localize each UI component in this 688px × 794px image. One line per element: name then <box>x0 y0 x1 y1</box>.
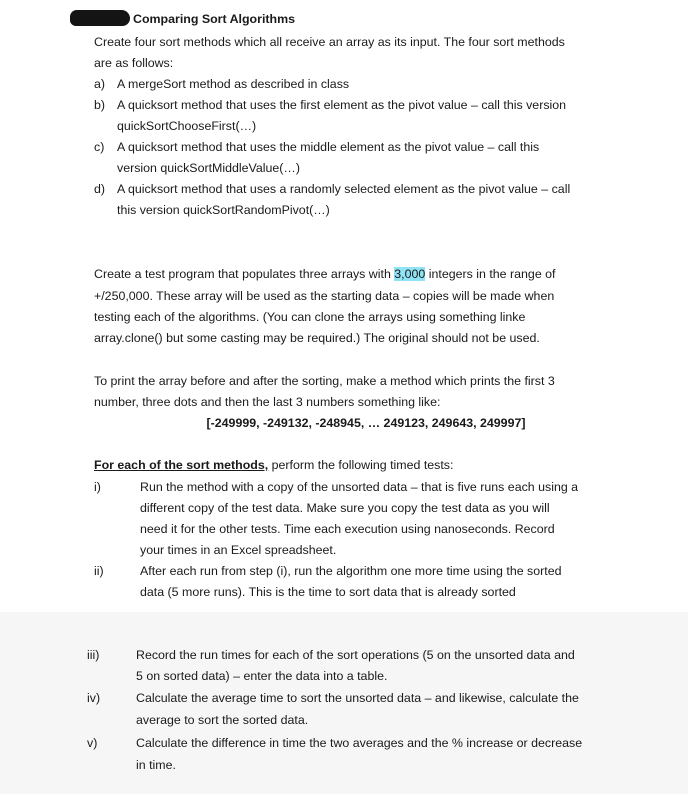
list-item-text: A mergeSort method as described in class <box>117 77 350 91</box>
list-item <box>94 139 539 155</box>
heading-text: perform the following timed tests: <box>268 458 454 472</box>
document-title: Comparing Sort Algorithms <box>133 12 295 26</box>
list-marker: a) <box>94 77 106 91</box>
list-item <box>94 97 566 113</box>
list-item-text: A quicksort method that uses the middle element as the pivot value – call this <box>117 140 540 154</box>
list-item <box>94 76 349 92</box>
list-item-text: this version quickSortRandomPivot(…) <box>117 203 330 217</box>
array-print-example: [-249999, -249132, -248945, … 249123, 249643, 249997] <box>206 416 526 430</box>
step-text: average to sort the sorted data. <box>136 713 309 727</box>
step-text: Calculate the average time to sort the unsorted data – and likewise, calculate the <box>136 691 579 705</box>
paragraph-line <box>94 266 555 282</box>
highlighted-number: 3,000 <box>394 267 426 281</box>
paragraph-line: number, three dots and then the last 3 numbers something like: <box>94 395 441 409</box>
step-marker: iii) <box>87 648 100 662</box>
list-item <box>94 181 570 197</box>
paragraph-line: +/250,000. These array will be used as the starting data – copies will be made when <box>94 289 555 303</box>
paragraph-line: array.clone() but some casting may be required.) The original should not be used. <box>94 331 540 345</box>
section-heading <box>94 457 453 473</box>
step-marker: ii) <box>94 564 104 578</box>
redacted-label-mark <box>70 10 130 26</box>
intro-line: are as follows: <box>94 56 174 70</box>
paragraph-line: To print the array before and after the sorting, make a method which prints the first 3 <box>94 374 555 388</box>
step-text: different copy of the test data. Make sure you copy the test data as you will <box>140 501 550 515</box>
step-text: data (5 more runs). This is the time to sort data that is already sorted <box>140 585 516 599</box>
step-text: in time. <box>136 758 176 772</box>
step-marker: v) <box>87 736 98 750</box>
list-item-text: A quicksort method that uses a randomly selected element as the pivot value – call <box>117 182 571 196</box>
step-marker: iv) <box>87 691 101 705</box>
step-text: 5 on sorted data) – enter the data into a table. <box>136 669 388 683</box>
list-marker: d) <box>94 182 106 196</box>
step-text: Record the run times for each of the sort operations (5 on the unsorted data and <box>136 648 575 662</box>
step-marker: i) <box>94 480 101 494</box>
text-run: Create a test program that populates three arrays with <box>94 267 395 281</box>
step-text: need it for the other tests. Time each execution using nanoseconds. Record <box>140 522 555 536</box>
list-item-text: A quicksort method that uses the first element as the pivot value – call this version <box>117 98 567 112</box>
step-text: your times in an Excel spreadsheet. <box>140 543 337 557</box>
text-run: integers in the range of <box>425 267 556 281</box>
list-item-text: quickSortChooseFirst(…) <box>117 119 257 133</box>
paragraph-line: testing each of the algorithms. (You can clone the arrays using something linke <box>94 310 526 324</box>
list-marker: c) <box>94 140 105 154</box>
step-text: Calculate the difference in time the two averages and the % increase or decrease <box>136 736 583 750</box>
heading-underlined: For each of the sort methods, <box>94 458 269 472</box>
step-text: Run the method with a copy of the unsorted data – that is five runs each using a <box>140 480 579 494</box>
list-marker: b) <box>94 98 106 112</box>
intro-line: Create four sort methods which all receive an array as its input. The four sort methods <box>94 35 565 49</box>
list-item-text: version quickSortMiddleValue(…) <box>117 161 300 175</box>
step-text: After each run from step (i), run the algorithm one more time using the sorted <box>140 564 562 578</box>
